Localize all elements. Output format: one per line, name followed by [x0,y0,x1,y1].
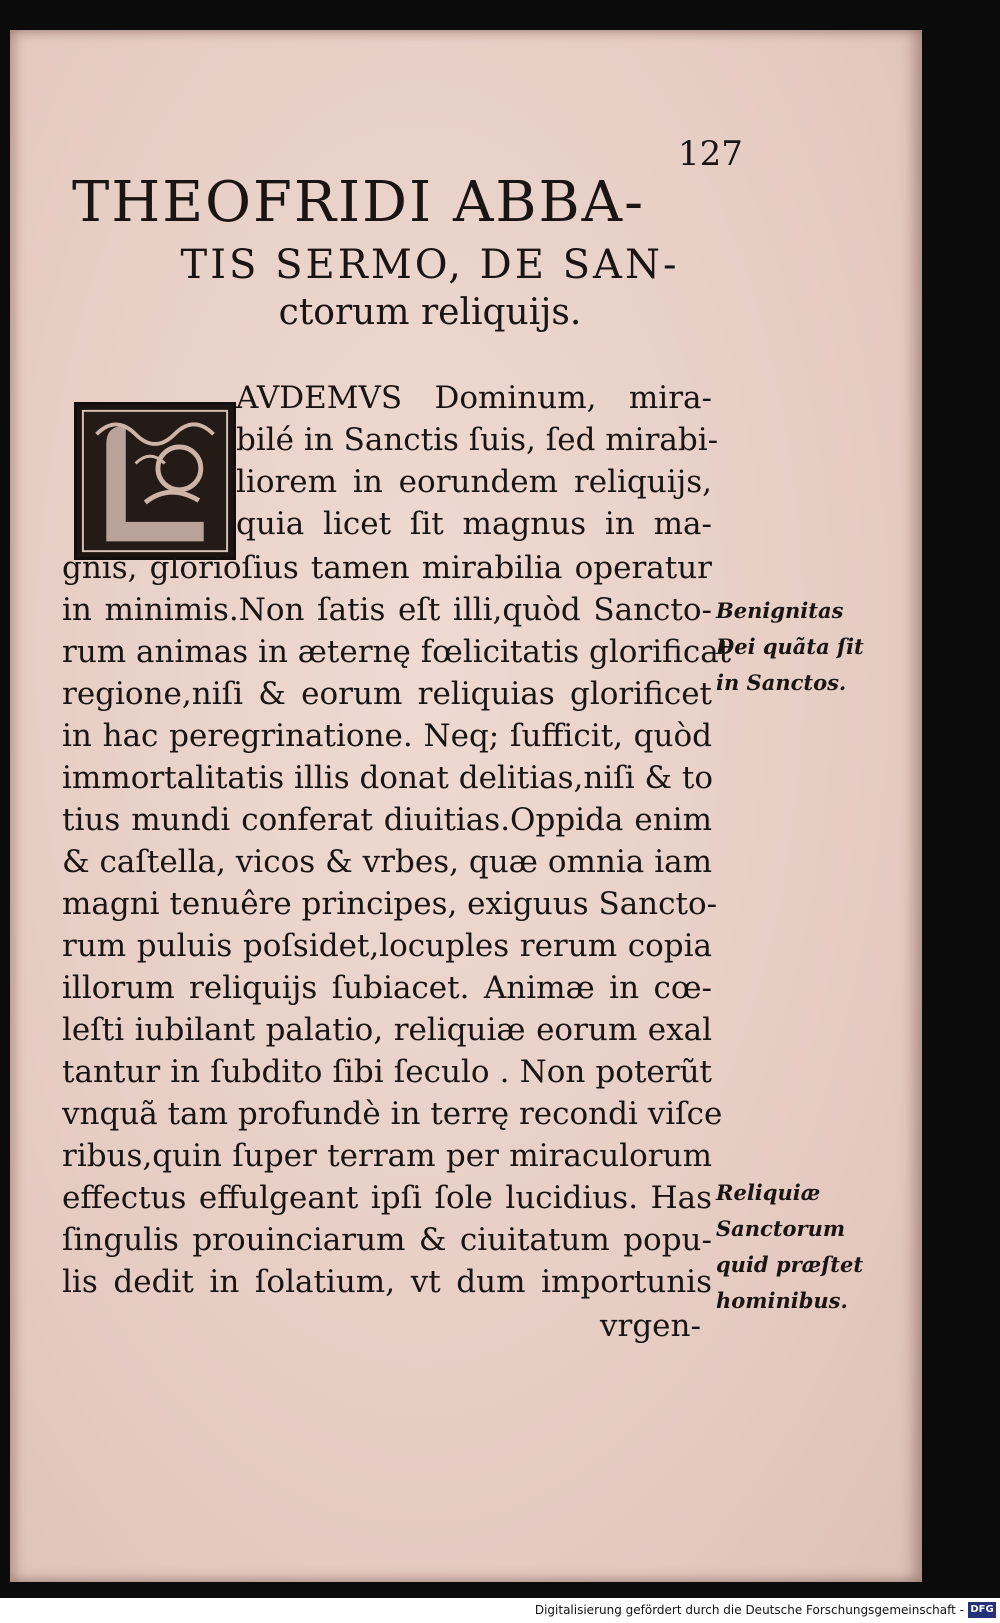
dfg-logo: DFG [968,1602,996,1618]
body-line: regione,niſi & eorum reliquias glorificet [62,676,712,712]
body-line: AVDEMVS Dominum, mira- [236,380,712,416]
body-line: tantur in ſubdito ſibi ſeculo . Non poterũt [62,1054,712,1090]
body-line: gnis, glorioſius tamen mirabilia operatur [62,550,712,586]
body-line: ſingulis prouinciarum & ciuitatum popu- [62,1222,712,1258]
woodcut-initial-illustration [77,405,233,557]
catchword: vrgen- [600,1308,701,1344]
body-line: ribus,quin ſuper terram per miraculorum [62,1138,712,1174]
marginal-note-line: quid præſtet [716,1252,864,1277]
marginal-note-line: hominibus. [716,1288,848,1313]
body-line: liorem in eorundem reliquijs, [236,464,712,500]
body-line: vnquã tam profundè in terrę recondi viſce [62,1096,723,1132]
marginal-note-line: in Sanctos. [716,670,847,695]
body-line: effectus effulgeant ipſi ſole lucidius. Has [62,1180,712,1216]
body-line: lis dedit in ſolatium, vt dum importunis [62,1264,712,1300]
title-line-2: TIS SERMO, DE SAN- [180,242,680,288]
marginal-note-line: Dei quãta ſit [716,634,864,659]
marginal-note-line: Benignitas [716,598,844,623]
footer-bar [0,1598,1000,1623]
body-line: magni tenuêre principes, exiguus Sancto- [62,886,718,922]
book-page [10,30,922,1582]
body-line: immortalitatis illis donat delitias,niſi & to [62,760,714,796]
body-line: quia licet ſit magnus in ma- [236,506,712,542]
body-line: rum puluis poſsidet,locuples rerum copia [62,928,712,964]
marginal-note-line: Reliquiæ [716,1180,821,1205]
body-line: in hac peregrinatione. Neq; ſufficit, quòd [62,718,712,754]
body-line: bilé in Sanctis ſuis, ſed mirabi- [236,422,719,458]
marginal-note-line: Sanctorum [716,1216,846,1241]
body-line: rum animas in æternę fœlicitatis glorificat [62,634,732,670]
funding-credit: Digitalisierung gefördert durch die Deutsche Forschungsgemeinschaft - [534,1603,964,1617]
decorated-initial-l [74,402,236,560]
body-line: leſti iubilant palatio, reliquiæ eorum exal [62,1012,712,1048]
body-line: in minimis.Non ſatis eſt illi,quòd Sancto- [62,592,712,628]
page-number: 127 [678,134,743,174]
title-line-3: ctorum reliquijs. [278,292,582,333]
body-line: & caſtella, vicos & vrbes, quæ omnia iam [62,844,712,880]
title-line-1: THEOFRIDI ABBA- [72,170,646,235]
body-line: illorum reliquijs ſubiacet. Animæ in cœ- [62,970,712,1006]
body-line: tius mundi conferat diuitias.Oppida enim [62,802,712,838]
